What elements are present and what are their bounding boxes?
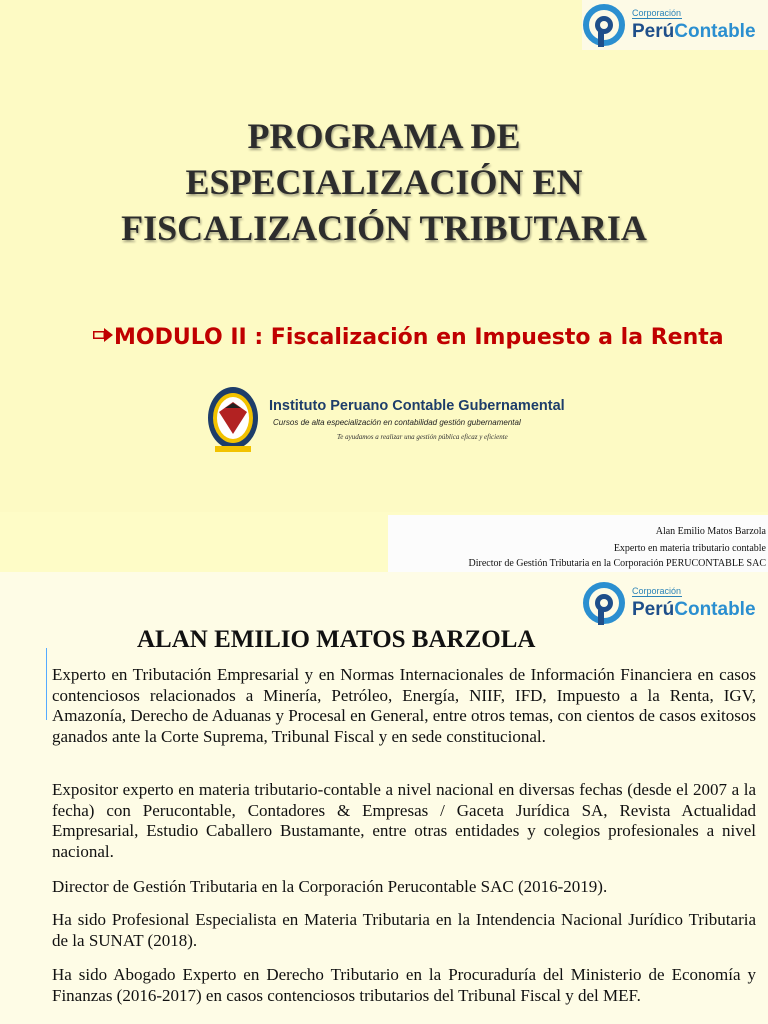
- title-line: PROGRAMA DE: [247, 116, 521, 156]
- title-line: FISCALIZACIÓN TRIBUTARIA: [121, 208, 647, 248]
- logo-wordmark-a: Perú: [632, 21, 675, 42]
- title-line: ESPECIALIZACIÓN EN: [185, 162, 583, 202]
- speaker-name: ALAN EMILIO MATOS BARZOLA: [137, 626, 536, 653]
- perucontable-logo-icon: [582, 579, 630, 627]
- bio-paragraph: Director de Gestión Tributaria en la Corporación Perucontable SAC (2016-2019).: [52, 877, 608, 896]
- author-card-text: [388, 515, 768, 572]
- perucontable-logo: [582, 0, 768, 50]
- institute-name: Instituto Peruano Contable Gubernamental: [269, 398, 565, 414]
- institute-tagline: Te ayudamos a realizar una gestión pública eficaz y eficiente: [337, 433, 508, 441]
- bio-paragraph: Expositor experto en materia tributario-contable a nivel nacional en diversas fechas (desde el 2007 a la fecha) con Perucontable, Contadores & Empresas / Gaceta Jurídica SA, Revista Actualidad Empresarial, Estudio Caballero Bustamante, entre otras entidades y colegios profesionales a nivel nacional.: [52, 780, 756, 861]
- institute-subtitle: Cursos de alta especialización en contabilidad gestión gubernamental: [273, 418, 521, 427]
- module-heading: [92, 325, 724, 350]
- logo-wordmark-b: Contable: [674, 21, 756, 42]
- logo-wordmark: [632, 600, 756, 619]
- text-cursor-line: [46, 648, 47, 720]
- right-arrow-icon: [92, 327, 114, 343]
- institute-logo: [205, 382, 605, 462]
- module-title: MODULO II : Fiscalización en Impuesto a la Renta: [114, 325, 724, 350]
- bio-paragraph: Experto en Tributación Empresarial y en Normas Internacionales de Información Financiera en casos contenciosos relacionados a Minería, Petróleo, Energía, NIIF, IFD, Impuesto a la Renta, IGV, Amazonía, Derecho de Aduanas y Procesal en General, entre otros temas, con cientos de casos exitosos ganados ante la Corte Suprema, Tribunal Fiscal y en sede constitucional.: [52, 665, 756, 746]
- program-title: [0, 113, 768, 251]
- perucontable-logo-2: [582, 578, 768, 628]
- bio-paragraph: Ha sido Abogado Experto en Derecho Tributario en la Procuraduría del Ministerio de Economía y Finanzas (2016-2017) en casos contenciosos tributarios del Tribunal Fiscal y del MEF.: [52, 965, 756, 1005]
- logo-wordmark-a: Perú: [632, 599, 675, 620]
- logo-corporacion-label: Corporación: [632, 586, 682, 596]
- perucontable-logo-icon: [582, 1, 630, 49]
- logo-corporacion-label: Corporación: [632, 8, 682, 18]
- institute-seal-icon: [205, 384, 261, 458]
- author-card-position: Director de Gestión Tributaria en la Corporación PERUCONTABLE SAC: [468, 558, 766, 569]
- author-card-role: Experto en materia tributario contable: [613, 543, 766, 554]
- bio-paragraph: Ha sido Profesional Especialista en Materia Tributaria en la Intendencia Nacional Jurídico Tributaria de la SUNAT (2018).: [52, 910, 756, 950]
- author-card-name: Alan Emilio Matos Barzola: [655, 526, 766, 537]
- logo-wordmark: [632, 22, 756, 41]
- logo-wordmark-b: Contable: [674, 599, 756, 620]
